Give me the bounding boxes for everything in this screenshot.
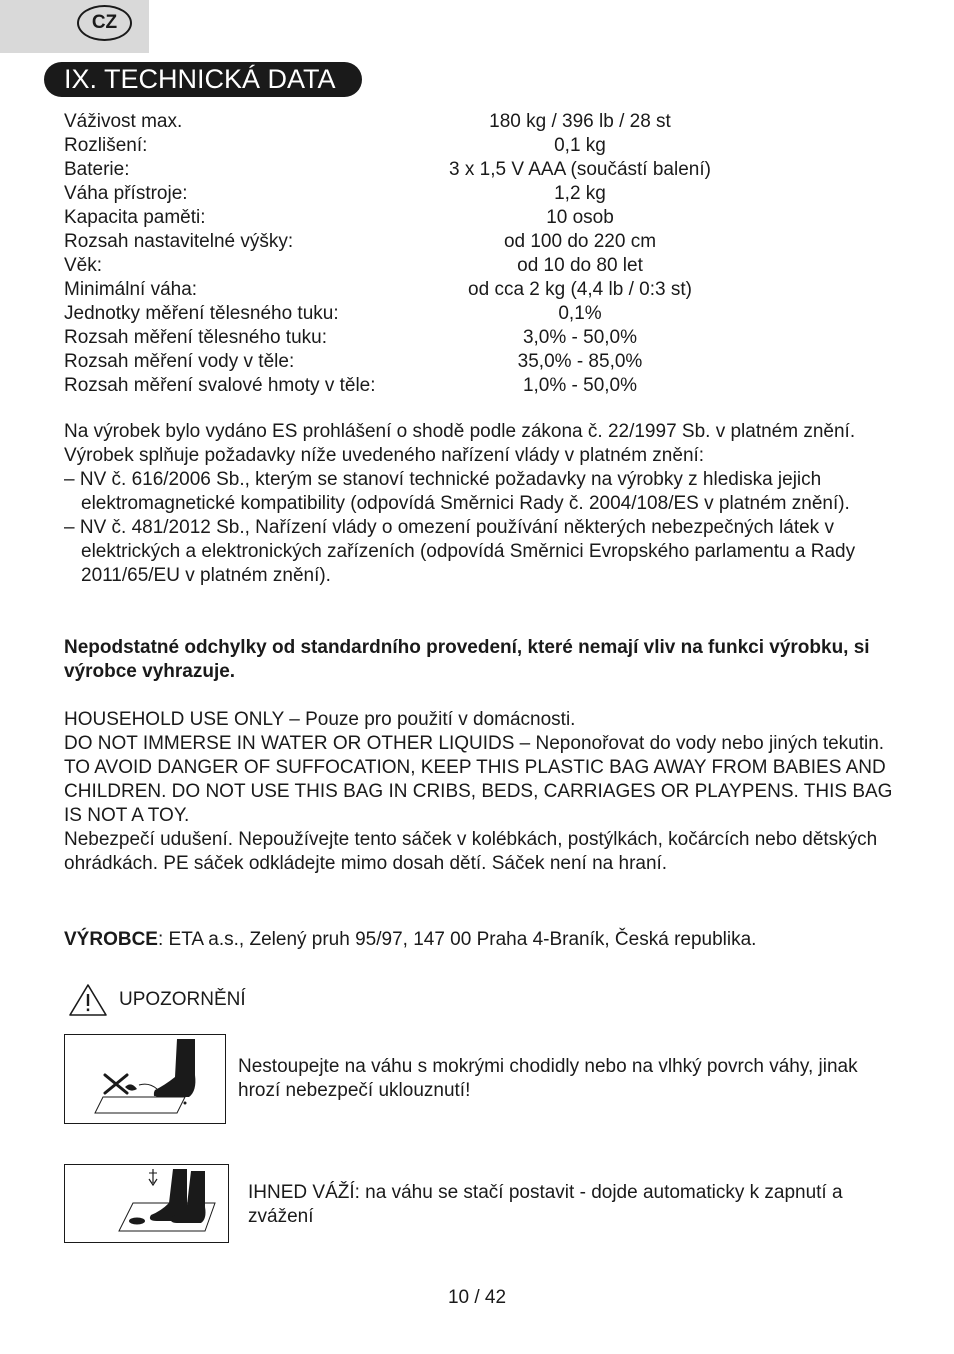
spec-row <box>64 350 884 374</box>
bag-warning-en: TO AVOID DANGER OF SUFFOCATION, KEEP THIS PLASTIC BAG AWAY FROM BABIES AND CHILDREN. DO NOT USE THIS BAG IN CRIBS, BEDS, CARRIAGES OR PLAYPENS. THIS BAG IS NOT A TOY. <box>64 757 893 826</box>
spec-row <box>64 230 884 254</box>
wet-foot-no-icon <box>65 1035 224 1122</box>
spec-label: Rozsah měření vody v těle: <box>64 351 295 372</box>
spec-label: Váživost max. <box>64 111 183 132</box>
spec-value: 0,1 kg <box>554 135 606 156</box>
spec-value: 35,0% - 85,0% <box>517 351 643 372</box>
spec-label: Váha přístroje: <box>64 183 188 204</box>
spec-value: 1,2 kg <box>554 183 606 204</box>
spec-value: 3,0% - 50,0% <box>522 327 638 348</box>
spec-value: 180 kg / 396 lb / 28 st <box>489 111 671 132</box>
step-on-feet-icon <box>65 1165 227 1241</box>
manufacturer-label: VÝROBCE <box>64 929 158 950</box>
warning-triangle-icon <box>68 983 108 1017</box>
step-on-caption: IHNED VÁŽÍ: na váhu se stačí postavit - dojde automaticky k zapnutí a zvážení <box>248 1182 843 1227</box>
immerse-warning: DO NOT IMMERSE IN WATER OR OTHER LIQUIDS – Neponořovat do vody nebo jiných tekutin. <box>64 733 885 754</box>
deviation-note: Nepodstatné odchylky od standardního provedení, které nemají vliv na funkci výrobku, si výrobce vyhrazuje. <box>64 637 870 682</box>
declaration-block <box>64 420 894 588</box>
spec-row <box>64 206 884 230</box>
spec-label: Baterie: <box>64 159 130 180</box>
spec-value: od 10 do 80 let <box>517 255 643 276</box>
spec-row <box>64 110 884 134</box>
spec-label: Rozsah nastavitelné výšky: <box>64 231 294 252</box>
spec-label: Jednotky měření tělesného tuku: <box>64 303 339 324</box>
spec-row <box>64 278 884 302</box>
spec-label: Kapacita paměti: <box>64 207 206 228</box>
caution-heading <box>68 983 246 1017</box>
wet-feet-caption: Nestoupejte na váhu s mokrými chodidly nebo na vlhký povrch váhy, jinak hrozí nebezpečí uklouznutí! <box>238 1056 858 1101</box>
section-title: IX. TECHNICKÁ DATA <box>44 62 362 97</box>
spec-row <box>64 134 884 158</box>
caution-title: UPOZORNĚNÍ <box>119 989 246 1010</box>
spec-label: Rozsah měření tělesného tuku: <box>64 327 327 348</box>
spec-row <box>64 302 884 326</box>
spec-label: Rozsah měření svalové hmoty v těle: <box>64 375 376 396</box>
spec-value: od cca 2 kg (4,4 lb / 0:3 st) <box>468 279 692 300</box>
spec-value: 10 osob <box>546 207 614 228</box>
language-tab <box>0 0 149 53</box>
spec-value: 0,1% <box>558 303 602 324</box>
spec-row <box>64 182 884 206</box>
manufacturer-line <box>64 928 894 952</box>
spec-label: Minimální váha: <box>64 279 198 300</box>
declaration-intro: Na výrobek bylo vydáno ES prohlášení o shodě podle zákona č. 22/1997 Sb. v platném znění. Výrobek splňuje požadavky níže uvedeného nařízení vlády v platném znění: <box>64 421 856 466</box>
bag-warning-cz: Nebezpečí udušení. Nepoužívejte tento sáček v kolébkách, postýlkách, kočárcích nebo dětských ohrádkách. PE sáček odkládejte mimo dosah dětí. Sáček není na hraní. <box>64 829 878 874</box>
spec-value: 3 x 1,5 V AAA (součástí balení) <box>449 159 711 180</box>
warnings-block <box>64 708 894 876</box>
spec-label: Rozlišení: <box>64 135 148 156</box>
spec-row <box>64 374 884 398</box>
declaration-item: – NV č. 616/2006 Sb., kterým se stanoví technické požadavky na výrobky z hlediska jejich elektromagnetické kompatibility (odpovídá Směrnici Rady č. 2004/108/ES v platném znění). <box>64 469 850 514</box>
spec-row <box>64 158 884 182</box>
manufacturer-text: : ETA a.s., Zelený pruh 95/97, 147 00 Praha 4-Braník, Česká republika. <box>157 929 757 950</box>
spec-table <box>64 110 884 398</box>
declaration-item: – NV č. 481/2012 Sb., Nařízení vlády o omezení používání některých nebezpečných látek v elektrických a elektronických zařízeních (odpovídá Směrnici Evropského parlamentu a Rady 2011/65/EU v platném znění). <box>64 517 856 586</box>
spec-label: Věk: <box>64 255 103 276</box>
household-warning: HOUSEHOLD USE ONLY – Pouze pro použití v domácnosti. <box>64 709 576 730</box>
step-on-illustration <box>64 1164 229 1243</box>
spec-row <box>64 254 884 278</box>
spec-value: 1,0% - 50,0% <box>522 375 638 396</box>
wet-feet-illustration <box>64 1034 226 1124</box>
page-number: 10 / 42 <box>447 1287 507 1308</box>
language-badge: CZ <box>77 5 132 41</box>
spec-value: od 100 do 220 cm <box>503 231 657 252</box>
spec-row <box>64 326 884 350</box>
